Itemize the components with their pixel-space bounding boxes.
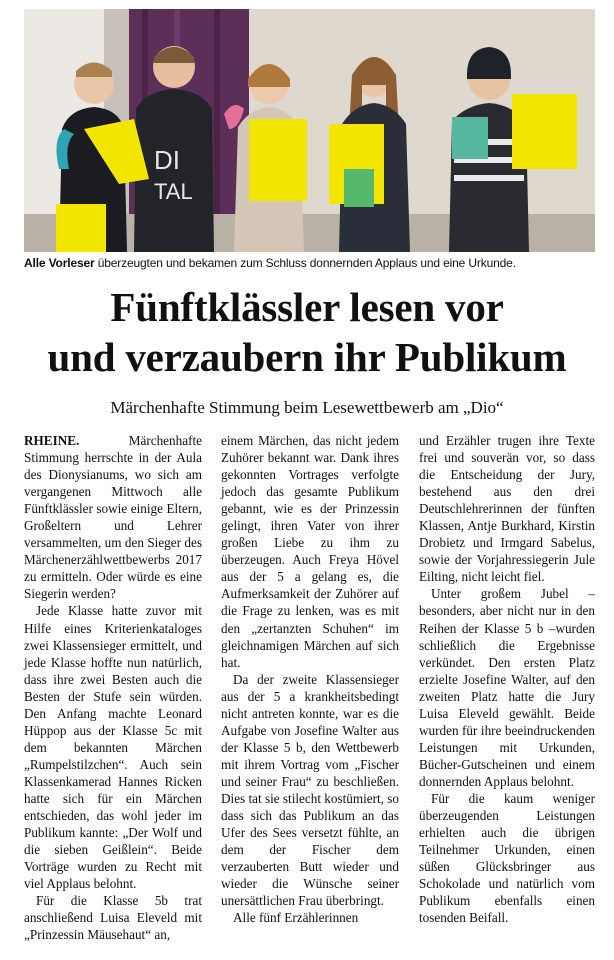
photo-illustration <box>24 9 595 252</box>
article-paragraph: Für die kaum weniger überzeugenden Leistungen erhielten auch die übrigen Teilnehmer Urkunden, einen süßen Glücksbringer aus Schokolade und natürlich vom Publikum ebenfalls einen tosenden Beifall. <box>419 790 595 926</box>
article-paragraph: Da der zweite Klassensieger aus der 5 a krankheitsbedingt nicht antreten konnte, war es die Aufgabe von Josefine Walter aus der Klasse 5 b, den Wettbewerb mit ihrem Vortrag vom „Fischer und seiner Frau“ zu beschließen. Dies tat sie stilecht kostümiert, so dass sich das Publikum an das Ufer des Sees versetzt fühlte, an dem der Fischer dem verzauberten Butt wieder und wieder die Wünsche seiner unersättlichen Frau überbringt. <box>221 671 400 909</box>
article-paragraph: einem Märchen, das nicht jedem Zuhörer bekannt war. Dank ihres gekonnten Vortrages verfolgte jedoch das gesamte Publikum gebannt, wie es der Prinzessin gelingt, ihren Vater von ihrer großen Liebe zu ihm zu überzeugen. Auch Freya Hövel aus der 5 a gelang es, die Aufmerksamkeit der Zuhörer auf die Frage zu lenken, was es mit den „zertanzten Schuhen“ im gleichnamigen Märchen auf sich hat. <box>221 433 399 670</box>
certificate <box>56 204 106 252</box>
article-paragraph: RHEINE. Märchenhafte Stimmung herrschte in der Aula des Dionysianums, wo sich am vergangenen Mittwoch alle Fünftklässler sowie einige Eltern, Großeltern und Lehrer versammelten, um den Sieger des Märchenerzählwettbewerbs 2017 zu ermitteln. Oder würde es eine Siegerin werden? <box>24 433 202 602</box>
article-column-2 <box>221 432 399 926</box>
svg-text:TAL: TAL <box>154 179 193 204</box>
article-paragraph: und Erzähler trugen ihre Texte frei und souverän vor, so dass die Entscheidung der Jury, bestehend aus den drei Deutschlehrerinnen der fünften Klassen, Antje Burkhard, Kirstin Drobietz und Irmgard Sabelus, sowie der Vorjahressiegerin Jule Eilting, nicht leicht fiel. <box>419 433 595 585</box>
certificate <box>512 94 577 169</box>
article-column-3 <box>419 432 595 926</box>
article-paragraph: Alle fünf Erzählerinnen <box>233 910 359 926</box>
headline-line-1: Fünftklässler lesen vor <box>110 284 504 330</box>
article-paragraph: Unter großem Jubel – besonders, aber nicht nur in den Reihen der Klasse 5 b –wurden schließlich die Ergebnisse verkündet. Den ersten Platz erzielte Josefine Walter, auf den zweiten Platz hatte die Jury Luisa Eleveld gewählt. Beide wurden für ihre beeindruckenden Leistungen mit Urkunden, Bücher-Gutscheinen und einem donnernden Applaus belohnt. <box>419 586 595 789</box>
headline-line-2: und verzaubern ihr Publikum <box>47 334 567 380</box>
article-paragraph: Für die Klasse 5b trat anschließend Luisa Eleveld mit „Prinzessin Mäusehaut“ an, <box>24 893 202 943</box>
article-paragraph: Jede Klasse hatte zuvor mit Hilfe eines Kriterienkataloges zwei Klassensieger ermittelt, und jede Klasse hoffte nun natürlich, dass ihre zwei Besten auch die Besten der Stufe sein würden. Den Anfang machte Leonard Hüppop aus der Klasse 5c mit dem bekannten Märchen „Rumpelstilzchen“. Auch sein Klassenkamerad Hannes Ricken hatte sich für ein Märchen entschieden, das wohl jeder im Publikum kannte: „Der Wolf und die sieben Geißlein“. Beide Vorträge wurden zu Recht mit viel Applaus belohnt. <box>24 603 202 892</box>
certificate <box>249 119 307 201</box>
dateline: RHEINE. <box>24 433 80 448</box>
photo-caption-lead: Alle Vorleser <box>24 256 95 270</box>
photo-caption <box>24 256 599 271</box>
article-photo <box>24 9 595 252</box>
subheadline: Märchenhafte Stimmung beim Lesewettbewerb am „Dio“ <box>110 398 504 417</box>
svg-text:DI: DI <box>154 145 180 175</box>
article-column-1 <box>24 432 202 943</box>
photo-caption-text: überzeugten und bekamen zum Schluss donnernden Applaus und eine Urkunde. <box>94 256 516 270</box>
